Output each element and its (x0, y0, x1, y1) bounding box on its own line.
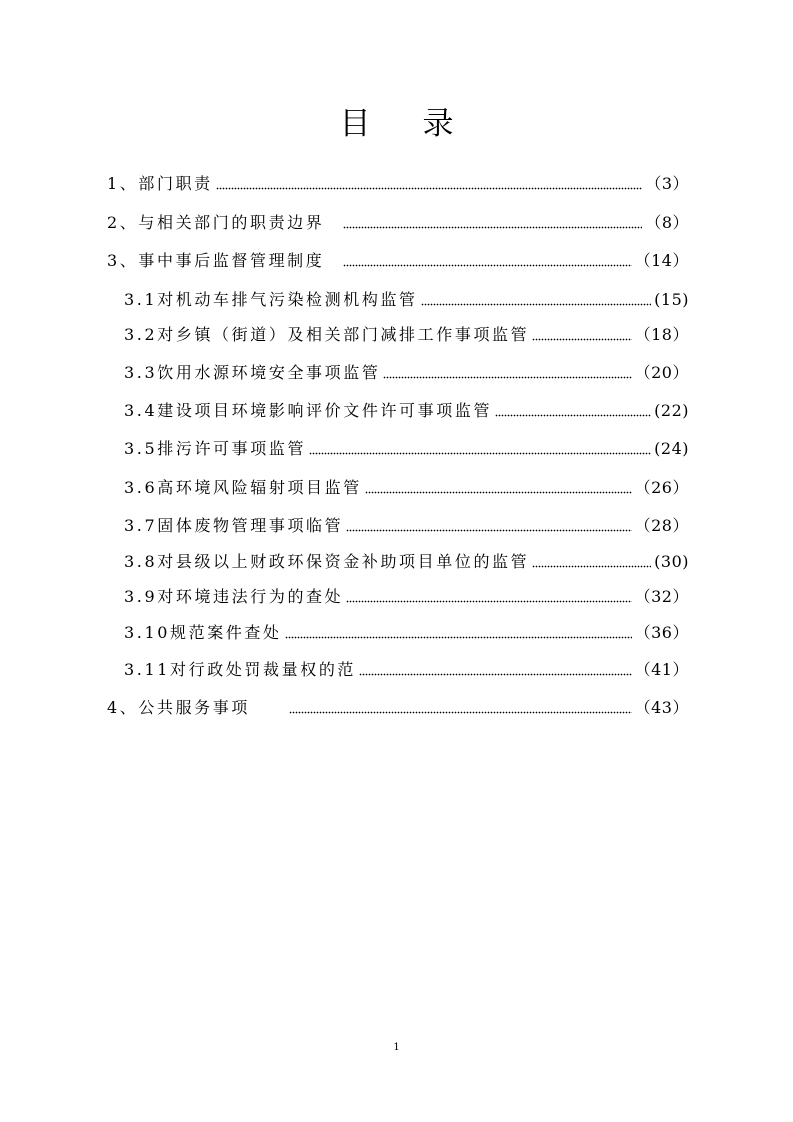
toc-dot-leader (289, 709, 632, 715)
toc-entry-label: 3.8对县级以上财政环保资金补助项目单位的监管 (124, 552, 530, 571)
toc-entry-page: (30) (654, 552, 689, 571)
toc-entry-3-9[interactable] (124, 585, 689, 609)
title-char-1: 目 (339, 106, 371, 142)
toc-dot-leader (359, 671, 632, 677)
toc-entry-label: 1、部门职责 (107, 174, 213, 193)
toc-entry-label: 3.7固体废物管理事项临管 (124, 516, 344, 535)
toc-dot-leader (365, 489, 632, 495)
page-title (0, 98, 793, 143)
toc-entry-page: (24) (654, 439, 689, 458)
toc-dot-leader (343, 262, 631, 268)
toc-dot-leader (309, 450, 651, 456)
toc-entry-3-10[interactable] (124, 621, 689, 645)
toc-entry-3-7[interactable] (124, 514, 689, 538)
toc-entry-3-2[interactable] (124, 323, 689, 347)
toc-entry-page: （20） (634, 363, 689, 382)
toc-entry-3-3[interactable] (124, 361, 689, 385)
toc-entry-page: （43） (634, 698, 689, 717)
toc-entry-label: 3、事中事后监督管理制度 (107, 251, 325, 270)
toc-dot-leader (532, 336, 631, 342)
toc-entry-page: （14） (634, 251, 689, 270)
toc-dot-leader (532, 563, 651, 569)
toc-entry-4[interactable] (107, 696, 689, 720)
toc-entry-2[interactable] (107, 211, 689, 235)
toc-entry-3-4[interactable] (124, 399, 689, 423)
toc-dot-leader (216, 185, 643, 191)
toc-entry-page: （3） (645, 174, 689, 193)
toc-entry-page: （28） (634, 516, 689, 535)
page-number: 1 (393, 1042, 400, 1053)
toc-dot-leader (285, 634, 632, 640)
toc-entry-label: 3.3饮用水源环境安全事项监管 (124, 363, 381, 382)
toc-dot-leader (421, 301, 652, 307)
toc-entry-label: 3.6高环境风险辐射项目监管 (124, 478, 362, 497)
toc-entry-3-1[interactable] (124, 288, 689, 312)
toc-entry-1[interactable] (107, 172, 689, 196)
toc-dot-leader (346, 527, 631, 533)
toc-entry-label: 4、公共服务事项 (107, 698, 250, 717)
toc-dot-leader (346, 598, 631, 604)
toc-entry-page: （32） (634, 587, 689, 606)
toc-entry-label: 3.9对环境违法行为的查处 (124, 587, 344, 606)
toc-entry-3-11[interactable] (124, 658, 689, 682)
toc-entry-label: 2、与相关部门的职责边界 (107, 213, 325, 232)
toc-entry-page: （18） (634, 325, 689, 344)
toc-entry-3-8[interactable] (124, 550, 689, 574)
toc-entry-page: （41） (634, 660, 689, 679)
toc-dot-leader (343, 224, 642, 230)
toc-entry-label: 3.4建设项目环境影响评价文件许可事项监管 (124, 401, 493, 420)
toc-entry-page: （26） (634, 478, 689, 497)
toc-entry-page: （8） (645, 213, 689, 232)
toc-entry-label: 3.10规范案件查处 (124, 623, 282, 642)
toc-entry-label: 3.5排污许可事项监管 (124, 439, 307, 458)
toc-entry-3-6[interactable] (124, 476, 689, 500)
toc-dot-leader (383, 374, 631, 380)
toc-entry-label: 3.1对机动车排气污染检测机构监管 (124, 290, 418, 309)
toc-entry-page: （36） (634, 623, 689, 642)
toc-entry-3[interactable] (107, 249, 689, 273)
toc-entry-page: (22) (654, 401, 689, 420)
title-char-2: 录 (422, 106, 454, 142)
toc-entry-page: (15) (654, 290, 689, 309)
toc-dot-leader (495, 412, 651, 418)
toc-entry-label: 3.2对乡镇（街道）及相关部门减排工作事项监管 (124, 325, 530, 344)
toc-entry-3-5[interactable] (124, 437, 689, 461)
toc-entry-label: 3.11对行政处罚裁量权的范 (124, 660, 357, 679)
